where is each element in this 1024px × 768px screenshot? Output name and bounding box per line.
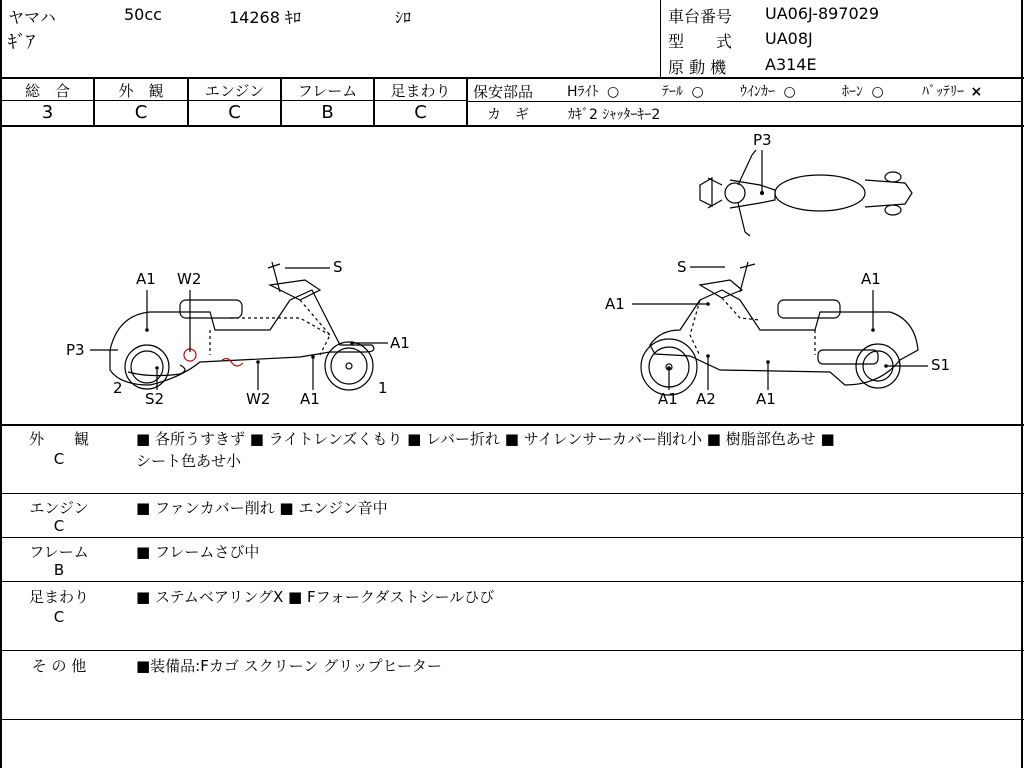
notes-engine-text: ■ ファンカバー削れ ■ エンジン音中 [136, 499, 388, 517]
circle-mark-icon: ○ [783, 84, 796, 100]
suspension-grade-label: 足まわり [390, 82, 451, 100]
key-label: カ ギ [487, 107, 529, 123]
notes-frame-label: フレーム [29, 543, 89, 561]
safety-item-name: ｳｲﾝｶｰ [740, 84, 775, 100]
header-bottom-line [0, 77, 1024, 79]
notes-susp-grade: C [53, 608, 65, 626]
type-label: 型 式 [668, 32, 733, 51]
frame-no-label: 車台番号 [668, 7, 733, 26]
engine-grade: C [228, 102, 241, 123]
notes-engine-label: エンジン [29, 499, 89, 517]
left-s-label: S [333, 258, 343, 276]
safety-item-winker [740, 81, 796, 101]
safety-item-name: Hﾗｲﾄ [567, 84, 599, 100]
color: ｼﾛ [395, 8, 412, 27]
circle-mark-icon: ○ [871, 84, 884, 100]
frame-grade-label: フレーム [297, 82, 358, 100]
total-grade: 3 [41, 102, 54, 123]
right-s1-label: S1 [931, 356, 951, 374]
suspension-grade: C [414, 102, 427, 123]
frame-grade: B [321, 102, 334, 123]
mileage: 14268 ｷﾛ [229, 8, 301, 27]
notes-susp-label: 足まわり [28, 588, 89, 606]
notes-exterior-label: 外 観 [28, 430, 89, 448]
safety-mid-line [466, 101, 1022, 102]
key-value: ｶｷﾞ2 ｼｬｯﾀｰｷｰ2 [568, 107, 661, 123]
safety-item-tail [662, 81, 704, 101]
right-a1-bottom-label: A1 [756, 390, 776, 408]
right-a1-top-label: A1 [861, 270, 881, 288]
diagram-bottom-line [0, 424, 1024, 426]
safety-item-headlight [567, 81, 619, 101]
left-w2-top-label: W2 [177, 270, 202, 288]
notes-exterior-grade: C [53, 450, 65, 468]
left-p3-label: P3 [66, 341, 85, 359]
circle-mark-icon: ○ [606, 84, 620, 100]
notes-line-4 [0, 650, 1024, 651]
right-p3-label: P3 [753, 131, 772, 149]
displacement: 50cc [124, 5, 162, 24]
safety-item-name: ﾊﾞｯﾃﾘｰ [922, 84, 964, 100]
right-a1-left-label: A1 [605, 295, 625, 313]
engine-value: A314E [765, 55, 817, 74]
safety-item-battery [922, 81, 982, 101]
notes-exterior-line2: シート色あせ小 [136, 452, 242, 470]
notes-other-text: ■装備品:Fカゴ スクリーン グリップヒーター [136, 657, 442, 675]
grade-col-5 [466, 78, 468, 126]
header-divider [660, 0, 661, 78]
left-num-1-label: 1 [378, 379, 388, 397]
notes-line-3 [0, 581, 1024, 582]
notes-susp-text: ■ ステムベアリングX ■ Fフォークダストシールひび [136, 588, 495, 606]
left-a1-right-label: A1 [390, 334, 410, 352]
left-num-2-label: 2 [113, 379, 123, 397]
circle-mark-icon: ○ [691, 84, 704, 100]
notes-frame-text: ■ フレームさび中 [136, 543, 260, 561]
right-s-label: S [677, 258, 687, 276]
type-value: UA08J [765, 29, 813, 48]
total-label: 総 合 [24, 82, 70, 100]
notes-line-2 [0, 537, 1024, 538]
cross-mark-icon: × [970, 84, 983, 100]
left-a1-bottom-label: A1 [300, 390, 320, 408]
notes-line-1 [0, 493, 1024, 494]
engine-grade-label: エンジン [204, 82, 265, 100]
exterior-label: 外 観 [118, 82, 164, 100]
safety-label: 保安部品 [473, 83, 534, 101]
notes-other-label: そ の 他 [31, 657, 87, 675]
left-a1-top-label: A1 [136, 270, 156, 288]
notes-line-5 [0, 719, 1024, 720]
notes-frame-grade: B [53, 561, 65, 579]
engine-label: 原 動 機 [668, 58, 727, 77]
left-w2-bottom-label: W2 [246, 390, 271, 408]
notes-exterior-line1: ■ 各所うすきず ■ ライトレンズくもり ■ レバー折れ ■ サイレンサーカバー削れ小 ■ 樹脂部色あせ ■ [136, 430, 835, 448]
notes-engine-grade: C [53, 517, 65, 535]
left-s2-label: S2 [145, 390, 165, 408]
maker: ヤマハ [8, 8, 56, 27]
safety-item-name: ﾃｰﾙ [662, 84, 683, 100]
safety-item-name: ﾎｰﾝ [842, 84, 863, 100]
frame-no: UA06J-897029 [765, 4, 880, 23]
top-view-scooter-outline [700, 150, 912, 236]
safety-item-horn [842, 81, 884, 101]
exterior-grade: C [134, 102, 148, 123]
right-a2-label: A2 [696, 390, 716, 408]
model-name: ｷﾞｱ [8, 32, 35, 53]
right-a1-bottom-left-label: A1 [658, 390, 678, 408]
